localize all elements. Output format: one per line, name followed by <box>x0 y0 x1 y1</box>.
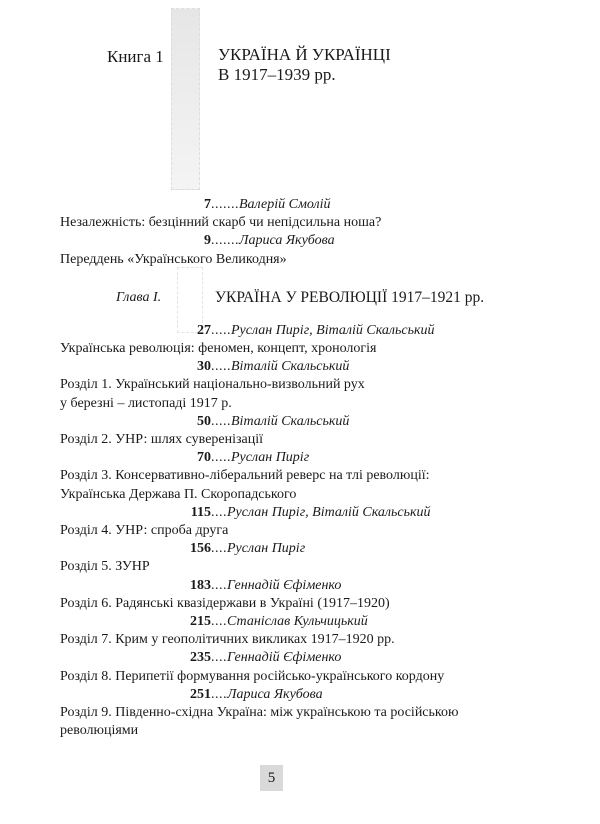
entry-author: Руслан Пиріг, Віталій Скальський <box>231 322 435 338</box>
entry-header <box>60 322 580 340</box>
book-title <box>218 45 391 85</box>
entry-title: революціями <box>60 723 139 739</box>
page-number: 5 <box>260 765 283 791</box>
decorative-strip <box>171 8 200 190</box>
entry-author: Геннадій Єфіменко <box>227 577 342 593</box>
toc-entry <box>60 504 580 540</box>
entry-leader: ..... <box>211 413 231 429</box>
chapter-title: УКРАЇНА У РЕВОЛЮЦІЇ 1917–1921 рр. <box>215 289 485 306</box>
entry-header <box>60 413 580 431</box>
toc-entries <box>60 196 580 740</box>
entry-title: Розділ 6. Радянські квазідержави в Україні (1917–1920) <box>60 595 390 611</box>
entry-page: 115 <box>190 504 211 520</box>
toc-entry <box>60 358 580 413</box>
entry-page: 156 <box>190 541 211 557</box>
entry-title: Розділ 3. Консервативно-ліберальний реверс на тлі революції: <box>60 468 430 484</box>
entry-leader: .... <box>211 577 227 593</box>
entry-header <box>60 358 580 376</box>
entry-page: 183 <box>190 577 211 593</box>
entry-header <box>60 686 580 704</box>
entry-page: 215 <box>190 614 211 630</box>
entry-page: 27 <box>197 322 211 338</box>
entry-title: Розділ 2. УНР: шлях суверенізації <box>60 432 264 448</box>
entry-leader: .... <box>211 650 227 666</box>
entry-leader: .... <box>211 504 227 520</box>
entry-header <box>60 649 580 667</box>
entry-title: Українська Держава П. Скоропадського <box>60 486 297 502</box>
entry-leader: ..... <box>211 359 231 375</box>
book-title-line: В 1917–1939 рр. <box>218 65 336 84</box>
entry-author: Руслан Пиріг <box>231 450 310 466</box>
entry-leader: .... <box>211 686 227 702</box>
entry-header <box>60 613 580 631</box>
entry-author: Станіслав Кульчицький <box>227 614 368 630</box>
entry-author: Лариса Якубова <box>239 233 335 249</box>
entry-header <box>60 540 580 558</box>
entry-title: Розділ 1. Український національно-визвольний рух <box>60 377 365 393</box>
toc-entry <box>60 232 580 268</box>
entry-header <box>60 196 580 214</box>
book-label: Книга 1 <box>107 47 164 66</box>
entry-author: Лариса Якубова <box>227 686 323 702</box>
entry-header <box>60 449 580 467</box>
toc-entry <box>60 449 580 504</box>
entry-page: 251 <box>190 686 211 702</box>
toc-entry <box>60 196 580 232</box>
entry-author: Руслан Пиріг, Віталій Скальський <box>227 504 431 520</box>
toc-entry <box>60 413 580 449</box>
toc-entry <box>60 649 580 685</box>
toc-entry <box>60 577 580 613</box>
entry-title: Переддень «Українського Великодня» <box>60 251 287 267</box>
entry-page: 235 <box>190 650 211 666</box>
entry-title: у березні – листопаді 1917 р. <box>60 395 232 411</box>
entry-title: Українська революція: феномен, концепт, хронологія <box>60 341 377 357</box>
entry-leader: ....... <box>211 233 239 249</box>
entry-author: Віталій Скальський <box>231 413 350 429</box>
entry-header <box>60 232 580 250</box>
entry-page: 70 <box>197 450 211 466</box>
entry-leader: .... <box>211 541 227 557</box>
entry-title: Розділ 8. Перипетії формування російсько-українського кордону <box>60 668 445 684</box>
entry-leader: ..... <box>211 322 231 338</box>
entry-title: Розділ 5. ЗУНР <box>60 559 150 575</box>
entry-title: Незалежність: безцінний скарб чи непідсильна ноша? <box>60 215 382 231</box>
entry-title: Розділ 7. Крим у геополітичних викликах 1917–1920 рр. <box>60 632 395 648</box>
entry-header <box>60 577 580 595</box>
entry-author: Валерій Смолій <box>239 197 331 212</box>
entry-leader: ..... <box>211 450 231 466</box>
entry-page: 50 <box>197 413 211 429</box>
entry-leader: .... <box>211 614 227 630</box>
entry-title: Розділ 4. УНР: спроба друга <box>60 523 229 539</box>
toc-entry <box>60 322 580 358</box>
entry-page: 9 <box>204 233 211 249</box>
book-title-line: УКРАЇНА Й УКРАЇНЦІ <box>218 45 391 64</box>
toc-entry <box>60 613 580 649</box>
entry-author: Віталій Скальський <box>231 359 350 375</box>
entry-author: Руслан Пиріг <box>227 541 306 557</box>
entry-title: Розділ 9. Південно-східна Україна: між українською та російською <box>60 705 459 721</box>
toc-entry <box>60 686 580 741</box>
entry-leader: ....... <box>211 197 239 212</box>
entry-header <box>60 504 580 522</box>
entry-page: 7 <box>204 197 211 212</box>
entry-page: 30 <box>197 359 211 375</box>
toc-entry <box>60 540 580 576</box>
entry-author: Геннадій Єфіменко <box>227 650 342 666</box>
chapter-label: Глава I. <box>116 290 162 305</box>
